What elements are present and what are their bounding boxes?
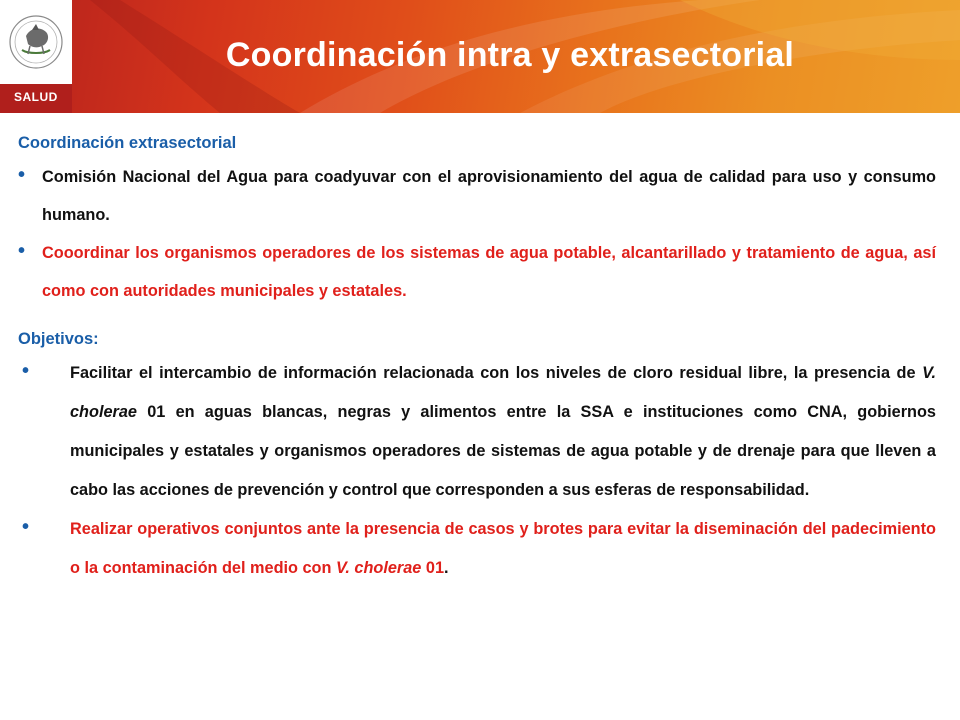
bullet-text-part2: 01 en aguas blancas, negras y alimentos entre la SSA e instituciones como CNA, gobiernos municipales y estatales y organismos operadores de sistemas de agua potable y de drenaje para que lleven a cabo las acciones de prevención y control que corresponden a sus esferas de responsabilidad.	[70, 403, 936, 499]
section-heading-extrasectorial: Coordinación extrasectorial	[18, 134, 237, 152]
list-item	[18, 234, 936, 310]
organism-name: V. cholerae	[70, 364, 936, 421]
slide-content	[18, 128, 936, 588]
bullet-text: Comisión Nacional del Agua para coadyuvar con el aprovisionamiento del agua de calidad para uso y consumo humano.	[42, 168, 936, 224]
list-item	[18, 354, 936, 510]
objetivos-list	[18, 354, 936, 588]
extrasectorial-list	[18, 158, 936, 310]
bullet-dot-icon: •	[18, 240, 26, 262]
bullet-text: Cooordinar los organismos operadores de los sistemas de agua potable, alcantarillado y tratamiento de agua, así como con autoridades municipales y estatales.	[42, 244, 936, 300]
bullet-text-part2: 01	[421, 559, 445, 577]
bullet-text-end: .	[444, 559, 449, 577]
bullet-text-part1: Realizar operativos conjuntos ante la presencia de casos y brotes para evitar la diseminación del padecimiento o la contaminación del medio con	[70, 520, 936, 577]
eagle-seal-icon	[6, 6, 66, 78]
bullet-dot-icon: •	[22, 360, 30, 382]
header-banner	[0, 0, 960, 113]
bullet-dot-icon: •	[18, 164, 26, 186]
section-heading-objetivos: Objetivos:	[18, 330, 99, 348]
bullet-text-part1: Facilitar el intercambio de información relacionada con los niveles de cloro residual libre, la presencia de	[70, 364, 923, 382]
bullet-dot-icon: •	[22, 516, 30, 538]
salud-label: SALUD	[14, 90, 58, 104]
list-item	[18, 158, 936, 234]
page-title: Coordinación intra y extrasectorial	[225, 36, 795, 74]
organism-name: V. cholerae	[335, 559, 422, 577]
list-item	[18, 510, 936, 588]
logo-box	[0, 0, 72, 113]
